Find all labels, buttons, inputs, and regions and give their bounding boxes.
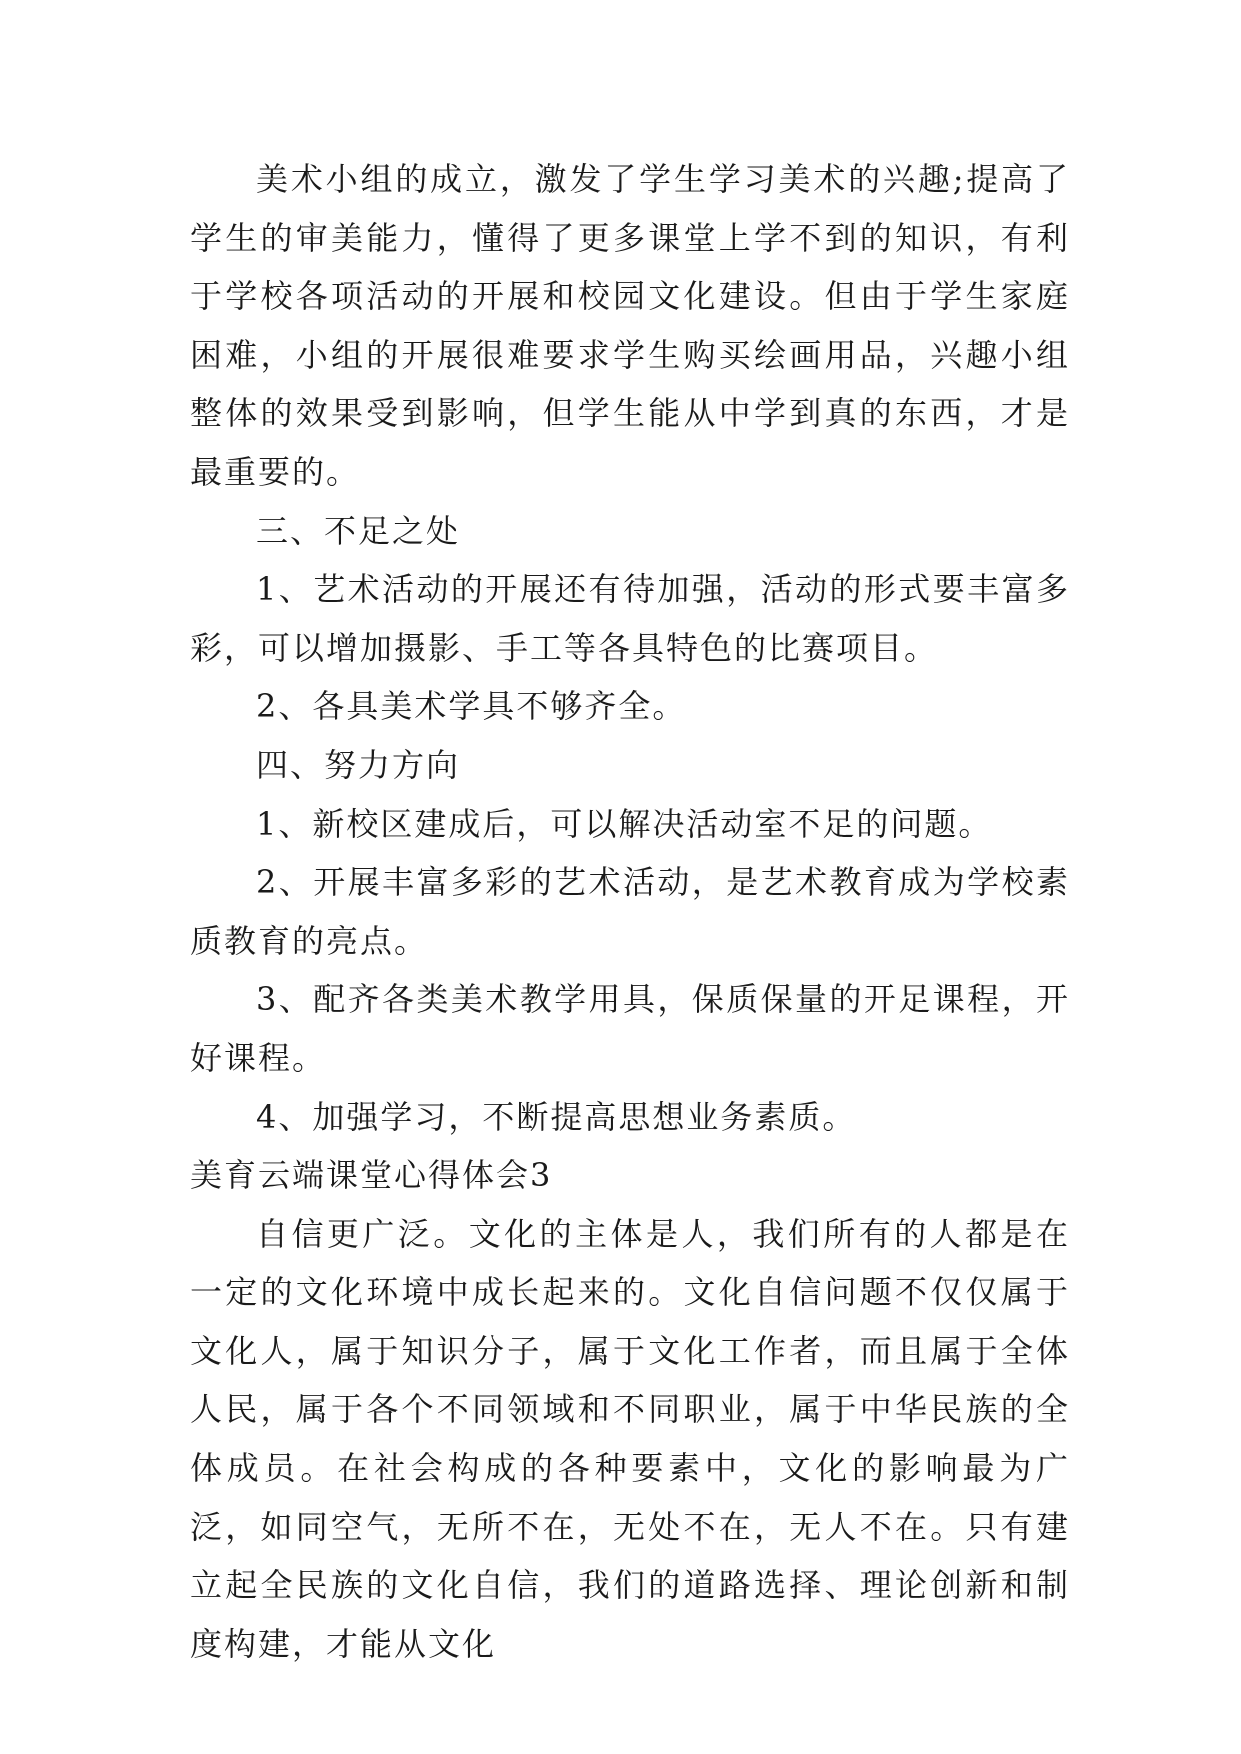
- document-body: [190, 150, 1070, 1673]
- article-title: 美育云端课堂心得体会3: [190, 1156, 553, 1195]
- paragraph-art-group-benefits: 美术小组的成立，激发了学生学习美术的兴趣;提高了学生的审美能力，懂得了更多课堂上学不到的知识，有利于学校各项活动的开展和校园文化建设。但由于学生家庭困难，小组的开展很难要求学生购买绘画用品，兴趣小组整体的效果受到影响，但学生能从中学到真的东西，才是最重要的。: [190, 160, 1070, 491]
- paragraph-direction-3: 3、配齐各类美术教学用具，保质保量的开足课程，开好课程。: [190, 980, 1070, 1077]
- section-heading-shortcomings: 三、不足之处: [256, 511, 461, 550]
- section-heading-directions: 四、努力方向: [256, 745, 461, 784]
- paragraph-shortcoming-2: 2、各具美术学具不够齐全。: [256, 687, 687, 726]
- paragraph-shortcoming-1: 1、艺术活动的开展还有待加强，活动的形式要丰富多彩，可以增加摄影、手工等各具特色的比赛项目。: [190, 570, 1070, 667]
- paragraph-direction-2: 2、开展丰富多彩的艺术活动，是艺术教育成为学校素质教育的亮点。: [190, 863, 1070, 960]
- paragraph-direction-1: 1、新校区建成后，可以解决活动室不足的问题。: [256, 804, 993, 843]
- paragraph-direction-4: 4、加强学习，不断提高思想业务素质。: [256, 1097, 857, 1136]
- paragraph-cultural-confidence: 自信更广泛。文化的主体是人，我们所有的人都是在一定的文化环境中成长起来的。文化自信问题不仅仅属于文化人，属于知识分子，属于文化工作者，而且属于全体人民，属于各个不同领域和不同职业，属于中华民族的全体成员。在社会构成的各种要素中，文化的影响最为广泛，如同空气，无所不在，无处不在，无人不在。只有建立起全民族的文化自信，我们的道路选择、理论创新和制度构建，才能从文化: [190, 1214, 1070, 1663]
